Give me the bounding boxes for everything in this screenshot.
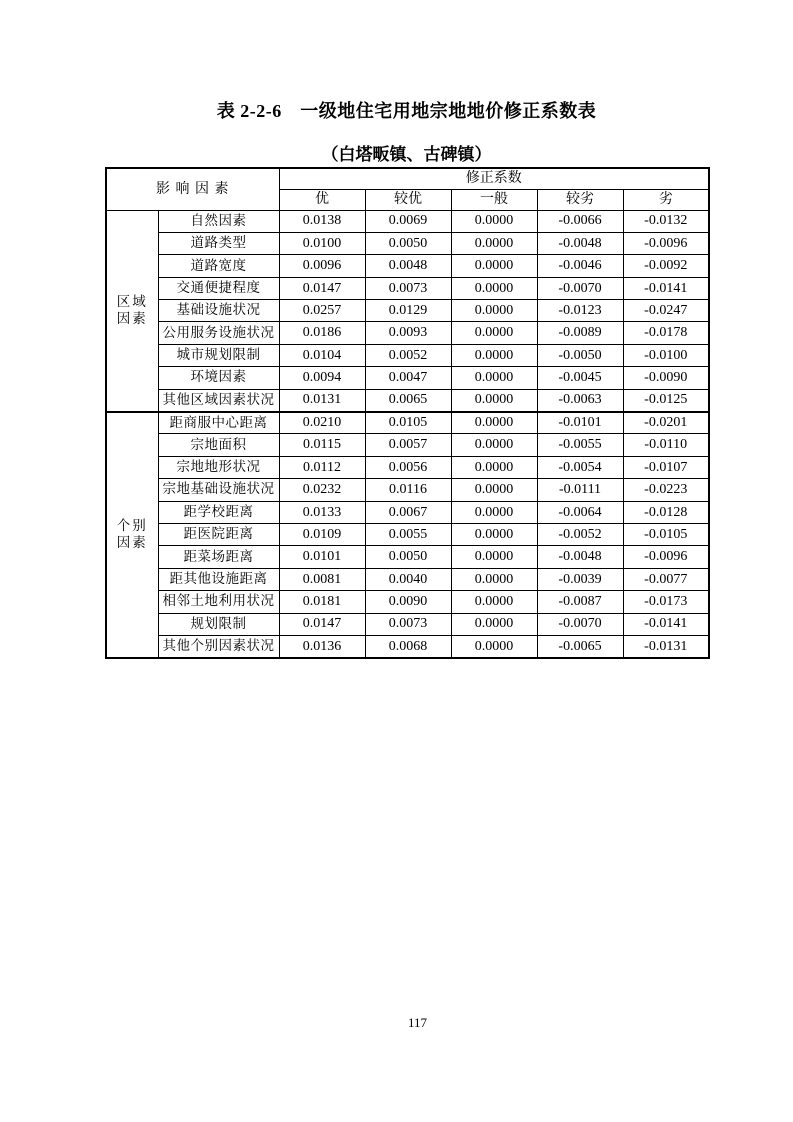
coefficient-value: 0.0186 <box>279 322 365 344</box>
coefficient-value: 0.0000 <box>451 613 537 635</box>
coefficient-value: -0.0111 <box>537 479 623 501</box>
factor-label: 自然因素 <box>158 210 279 232</box>
coefficient-value: -0.0100 <box>623 344 709 366</box>
coefficient-value: 0.0000 <box>451 479 537 501</box>
factor-label: 宗地地形状况 <box>158 456 279 478</box>
factor-label: 交通便捷程度 <box>158 277 279 299</box>
coefficient-value: 0.0040 <box>365 568 451 590</box>
table-row <box>106 501 709 523</box>
coefficient-value: 0.0100 <box>279 232 365 254</box>
coefficient-value: 0.0109 <box>279 523 365 545</box>
coefficient-value: 0.0000 <box>451 456 537 478</box>
coefficient-value: 0.0081 <box>279 568 365 590</box>
coefficient-value: -0.0173 <box>623 591 709 613</box>
coefficient-value: 0.0094 <box>279 367 365 389</box>
table-row <box>106 322 709 344</box>
coefficient-value: -0.0052 <box>537 523 623 545</box>
group-label-line: 个别 <box>116 517 148 533</box>
coefficient-value: 0.0000 <box>451 591 537 613</box>
factor-label: 距医院距离 <box>158 523 279 545</box>
coefficient-value: -0.0070 <box>537 613 623 635</box>
table-row <box>106 344 709 366</box>
factor-label: 道路宽度 <box>158 255 279 277</box>
group-label-line: 区域 <box>116 293 148 309</box>
factor-label: 其他个别因素状况 <box>158 635 279 657</box>
coefficient-value: 0.0101 <box>279 546 365 568</box>
coefficient-value: 0.0065 <box>365 389 451 411</box>
coefficient-value: -0.0096 <box>623 546 709 568</box>
coefficient-value: 0.0210 <box>279 412 365 434</box>
table-row <box>106 434 709 456</box>
table-row <box>106 523 709 545</box>
coefficient-value: 0.0000 <box>451 412 537 434</box>
coefficient-value: -0.0089 <box>537 322 623 344</box>
coefficient-value: -0.0096 <box>623 232 709 254</box>
coefficient-value: 0.0073 <box>365 613 451 635</box>
table-row <box>106 300 709 322</box>
coefficient-value: -0.0107 <box>623 456 709 478</box>
coefficient-value: 0.0136 <box>279 635 365 657</box>
coefficient-value: 0.0047 <box>365 367 451 389</box>
coefficient-value: -0.0063 <box>537 389 623 411</box>
factor-label: 公用服务设施状况 <box>158 322 279 344</box>
page-number: 117 <box>407 1015 428 1030</box>
coefficient-value: 0.0052 <box>365 344 451 366</box>
coefficient-value: -0.0247 <box>623 300 709 322</box>
coefficient-value: -0.0048 <box>537 232 623 254</box>
group-label-line: 因素 <box>116 310 148 326</box>
coefficient-value: -0.0101 <box>537 412 623 434</box>
table-row <box>106 635 709 657</box>
factor-label: 城市规划限制 <box>158 344 279 366</box>
coefficient-value: 0.0050 <box>365 232 451 254</box>
coefficient-value: 0.0000 <box>451 322 537 344</box>
coefficient-value: -0.0050 <box>537 344 623 366</box>
coefficient-value: 0.0073 <box>365 277 451 299</box>
table-row <box>106 277 709 299</box>
coefficient-value: 0.0090 <box>365 591 451 613</box>
table-row <box>106 456 709 478</box>
coefficient-value: 0.0056 <box>365 456 451 478</box>
factor-label: 道路类型 <box>158 232 279 254</box>
table-row <box>106 613 709 635</box>
table-row <box>106 546 709 568</box>
coefficient-value: 0.0000 <box>451 501 537 523</box>
coefficient-value: 0.0000 <box>451 568 537 590</box>
coefficient-value: 0.0096 <box>279 255 365 277</box>
factor-label: 基础设施状况 <box>158 300 279 322</box>
table-row <box>106 389 709 411</box>
coefficient-value: -0.0055 <box>537 434 623 456</box>
factor-label: 距其他设施距离 <box>158 568 279 590</box>
coefficient-value: -0.0092 <box>623 255 709 277</box>
coefficient-value: 0.0000 <box>451 389 537 411</box>
coefficient-value: 0.0000 <box>451 635 537 657</box>
coefficient-value: 0.0000 <box>451 210 537 232</box>
coefficient-table <box>105 167 710 659</box>
table-row <box>106 367 709 389</box>
group-label <box>106 210 158 412</box>
coefficient-value: 0.0104 <box>279 344 365 366</box>
factor-label: 宗地基础设施状况 <box>158 479 279 501</box>
coefficient-value: -0.0141 <box>623 277 709 299</box>
coefficient-value: 0.0000 <box>451 523 537 545</box>
coefficient-value: -0.0046 <box>537 255 623 277</box>
coefficient-value: 0.0181 <box>279 591 365 613</box>
factor-label: 相邻土地利用状况 <box>158 591 279 613</box>
factor-label: 距学校距离 <box>158 501 279 523</box>
coefficient-value: 0.0000 <box>451 255 537 277</box>
coefficient-value: 0.0000 <box>451 344 537 366</box>
coefficient-value: 0.0133 <box>279 501 365 523</box>
coefficient-value: 0.0129 <box>365 300 451 322</box>
coefficient-value: -0.0125 <box>623 389 709 411</box>
coefficient-value: 0.0000 <box>451 277 537 299</box>
coefficient-value: 0.0000 <box>451 434 537 456</box>
coefficient-value: -0.0123 <box>537 300 623 322</box>
grade-header: 一般 <box>451 189 537 210</box>
coefficient-value: -0.0110 <box>623 434 709 456</box>
factor-label: 距商服中心距离 <box>158 412 279 434</box>
coefficient-value: 0.0131 <box>279 389 365 411</box>
coefficient-value: -0.0048 <box>537 546 623 568</box>
coefficient-value: -0.0045 <box>537 367 623 389</box>
group-label-line: 因素 <box>116 534 148 550</box>
coefficient-value: -0.0054 <box>537 456 623 478</box>
coefficient-value: -0.0141 <box>623 613 709 635</box>
coefficient-value: -0.0223 <box>623 479 709 501</box>
coefficient-value: 0.0112 <box>279 456 365 478</box>
coefficient-value: -0.0066 <box>537 210 623 232</box>
coefficient-value: 0.0147 <box>279 613 365 635</box>
table-row <box>106 591 709 613</box>
coefficient-value: 0.0057 <box>365 434 451 456</box>
coefficient-value: 0.0000 <box>451 232 537 254</box>
coefficient-value: -0.0087 <box>537 591 623 613</box>
table-subtitle: （白塔畈镇、古碑镇） <box>321 145 492 164</box>
table-row <box>106 412 709 434</box>
coefficient-value: -0.0128 <box>623 501 709 523</box>
coefficient-value: -0.0132 <box>623 210 709 232</box>
factor-label: 距菜场距离 <box>158 546 279 568</box>
coefficient-value: 0.0000 <box>451 300 537 322</box>
factor-label: 环境因素 <box>158 367 279 389</box>
coefficient-column-header: 修正系数 <box>279 168 709 189</box>
grade-header: 优 <box>279 189 365 210</box>
factor-column-header: 影 响 因 素 <box>106 168 279 210</box>
factor-label: 规划限制 <box>158 613 279 635</box>
table-title: 表 2-2-6 一级地住宅用地宗地地价修正系数表 <box>216 101 597 121</box>
coefficient-value: -0.0105 <box>623 523 709 545</box>
coefficient-value: 0.0105 <box>365 412 451 434</box>
grade-header: 较劣 <box>537 189 623 210</box>
coefficient-value: 0.0000 <box>451 367 537 389</box>
factor-label: 其他区域因素状况 <box>158 389 279 411</box>
factor-label: 宗地面积 <box>158 434 279 456</box>
coefficient-value: 0.0093 <box>365 322 451 344</box>
header-row-coefficient <box>106 168 709 189</box>
coefficient-value: 0.0048 <box>365 255 451 277</box>
coefficient-value: -0.0077 <box>623 568 709 590</box>
coefficient-value: -0.0065 <box>537 635 623 657</box>
table-row <box>106 210 709 232</box>
coefficient-value: 0.0116 <box>365 479 451 501</box>
table-row <box>106 568 709 590</box>
coefficient-value: 0.0055 <box>365 523 451 545</box>
coefficient-value: 0.0138 <box>279 210 365 232</box>
coefficient-value: -0.0201 <box>623 412 709 434</box>
group-label <box>106 412 158 658</box>
coefficient-value: 0.0067 <box>365 501 451 523</box>
coefficient-value: 0.0115 <box>279 434 365 456</box>
coefficient-value: -0.0064 <box>537 501 623 523</box>
table-row <box>106 232 709 254</box>
coefficient-value: -0.0039 <box>537 568 623 590</box>
coefficient-value: 0.0000 <box>451 546 537 568</box>
coefficient-value: 0.0069 <box>365 210 451 232</box>
coefficient-value: 0.0232 <box>279 479 365 501</box>
grade-header: 较优 <box>365 189 451 210</box>
coefficient-value: -0.0070 <box>537 277 623 299</box>
table-row <box>106 479 709 501</box>
coefficient-value: -0.0090 <box>623 367 709 389</box>
coefficient-value: -0.0131 <box>623 635 709 657</box>
coefficient-value: 0.0147 <box>279 277 365 299</box>
table-row <box>106 255 709 277</box>
grade-header: 劣 <box>623 189 709 210</box>
coefficient-value: 0.0257 <box>279 300 365 322</box>
coefficient-value: 0.0050 <box>365 546 451 568</box>
coefficient-value: 0.0068 <box>365 635 451 657</box>
coefficient-value: -0.0178 <box>623 322 709 344</box>
